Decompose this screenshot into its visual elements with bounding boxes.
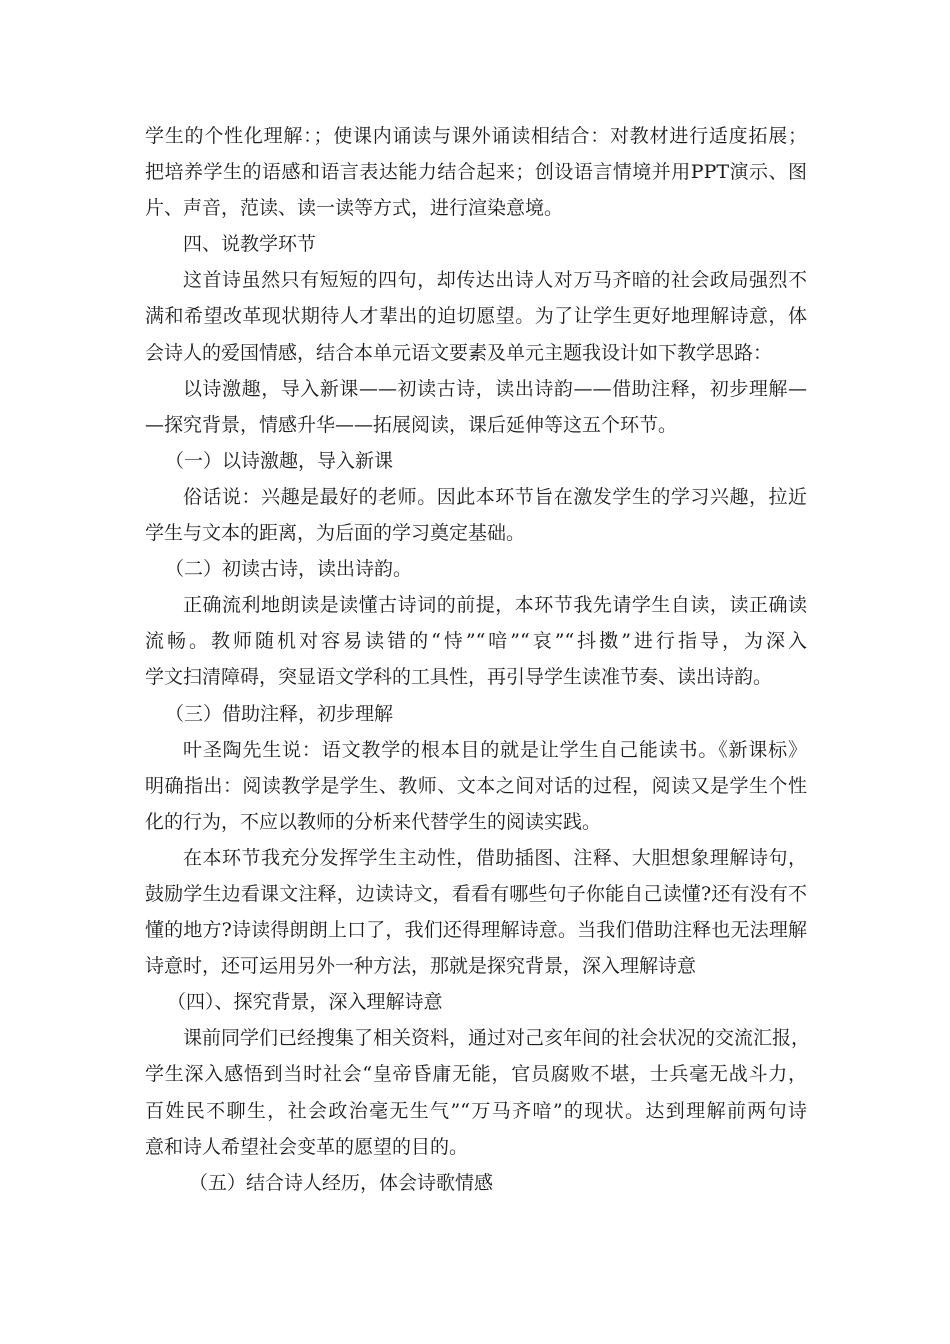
text-line: 学生深入感悟到当时社会“皇帝昏庸无能，官员腐败不堪，士兵毫无战斗力， (145, 1063, 807, 1086)
text-line: 正确流利地朗读是读懂古诗词的前提，本环节我先请学生自读，读正确读 (183, 594, 807, 617)
subsection-heading: （一）以诗激趣，导入新课 (165, 449, 394, 472)
text-line: 把培养学生的语感和语言表达能力结合起来；创设语言情境并用PPT演示、图 (145, 161, 807, 184)
section-heading: 四、说教学环节 (183, 233, 317, 256)
text-line: 意和诗人希望社会变革的愿望的目的。 (145, 1135, 469, 1158)
text-line: —探究背景，情感升华——拓展阅读，课后延伸等这五个环节。 (145, 413, 678, 436)
text-line: 俗话说：兴趣是最好的老师。因此本环节旨在激发学生的学习兴趣，拉近 (183, 485, 807, 508)
subsection-heading: （二）初读古诗，读出诗韵。 (165, 558, 413, 581)
text-line: 叶圣陶先生说：语文教学的根本目的就是让学生自己能读书。《新课标》 (183, 738, 807, 761)
text-line: 化的行为，不应以教师的分析来代替学生的阅读实践。 (145, 810, 602, 833)
text-line: 明确指出：阅读教学是学生、教师、文本之间对话的过程，阅读又是学生个性 (145, 774, 807, 797)
text-line: 会诗人的爱国情感，结合本单元语文要素及单元主题我设计如下教学思路： (145, 341, 773, 364)
text-line: 满和希望改革现状期待人才辈出的迫切愿望。为了让学生更好地理解诗意，体 (145, 305, 807, 328)
text-line: 诗意时，还可运用另外一种方法，那就是探究背景，深入理解诗意 (145, 955, 697, 978)
text-line: 学文扫清障碍，突显语文学科的工具性，再引导学生读准节奏、读出诗韵。 (145, 666, 773, 689)
text-line: 学生与文本的距离，为后面的学习奠定基础。 (145, 522, 526, 545)
subsection-heading: （五）结合诗人经历，体会诗歌情感 (189, 1171, 494, 1194)
text-line: 流畅。教师随机对容易读错的“恃”“喑”“哀”“抖擞”进行指导，为深入 (145, 630, 807, 653)
text-line: 课前同学们已经搜集了相关资料，通过对己亥年间的社会状况的交流汇报， (183, 1027, 811, 1050)
text-line: 在本环节我充分发挥学生主动性，借助插图、注释、大胆想象理解诗句， (183, 846, 807, 869)
text-line: 懂的地方?诗读得朗朗上口了，我们还得理解诗意。当我们借助注释也无法理解 (145, 919, 807, 942)
subsection-heading: （四）、探究背景，深入理解诗意 (167, 991, 443, 1014)
text-line: 学生的个性化理解：；使课内诵读与课外诵读相结合：对教材进行适度拓展； (145, 125, 807, 147)
text-line: 鼓励学生边看课文注释，边读诗文，看看有哪些句子你能自己读懂?还有没有不 (145, 882, 807, 905)
text-line: 这首诗虽然只有短短的四句，却传达出诗人对万马齐暗的社会政局强烈不 (183, 269, 807, 292)
text-line: 百姓民不聊生，社会政治毫无生气”“万马齐喑”的现状。达到理解前两句诗 (145, 1099, 807, 1122)
text-line: 以诗激趣，导入新课——初读古诗，读出诗韵——借助注释，初步理解— (183, 377, 807, 400)
subsection-heading: （三）借助注释，初步理解 (165, 702, 394, 725)
text-line: 片、声音，范读、读一读等方式，进行渲染意境。 (145, 197, 564, 220)
document-body (145, 118, 811, 1201)
